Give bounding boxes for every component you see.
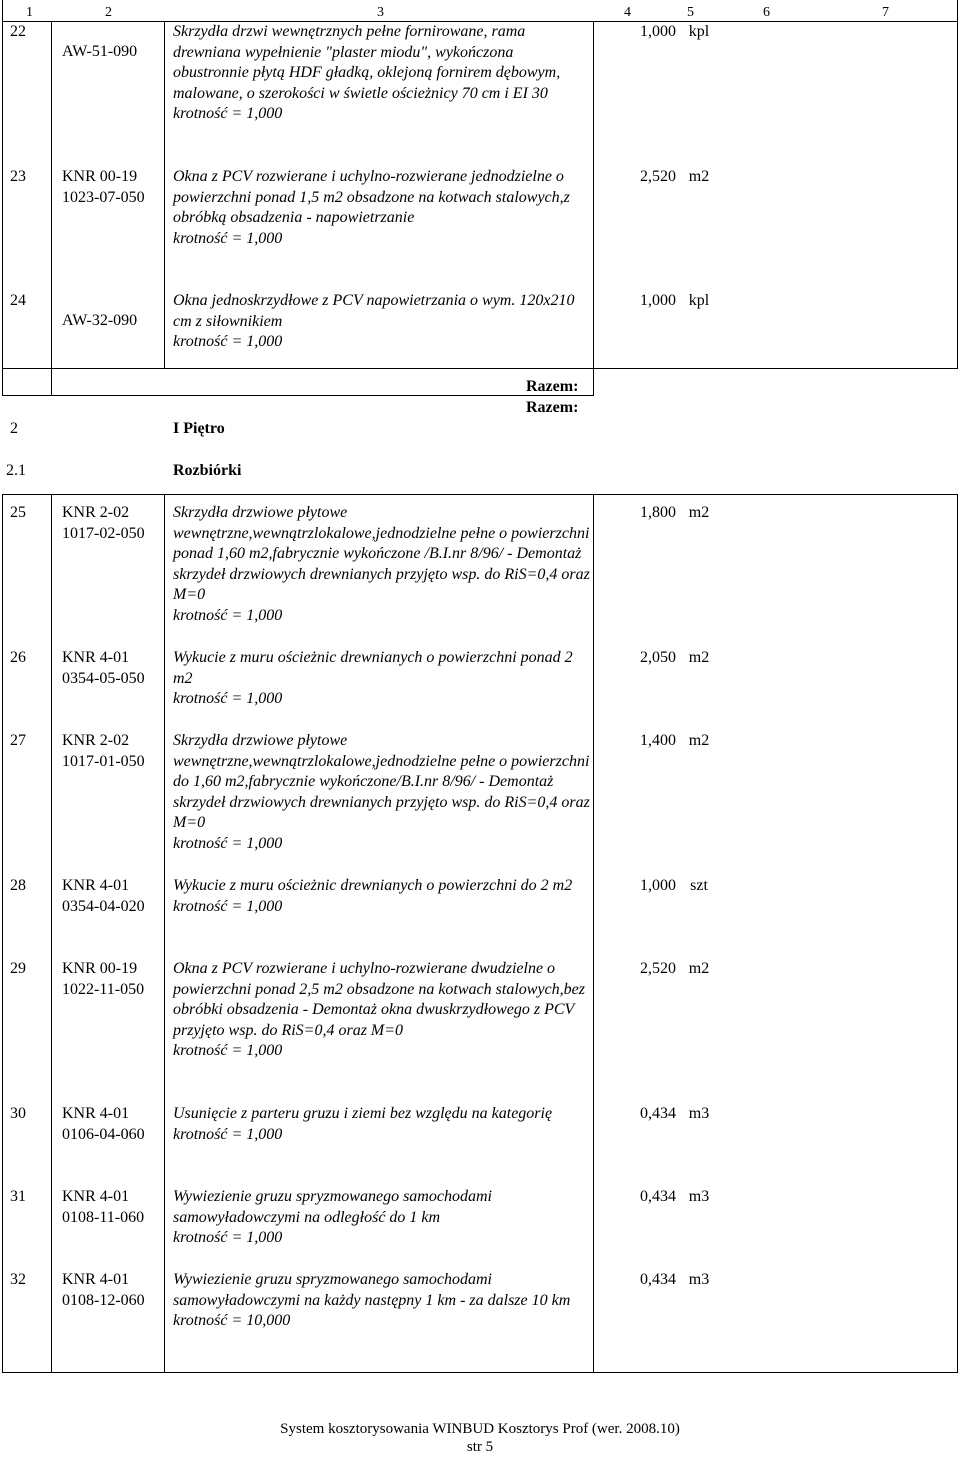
catalog-code: KNR 4-01 (62, 649, 130, 666)
quantity: 0,434 (640, 1271, 676, 1288)
item-description: Okna z PCV rozwierane i uchylno-rozwierane jednodzielne o powierzchni ponad 1,5 m2 obsadzone na kotwach stalowych,z obróbką obsadzenia - napowietrzanie krotność = 1,000 (173, 167, 593, 249)
section-title: I Piętro (173, 420, 225, 437)
col-header-4: 4 (624, 5, 631, 20)
row-number: 29 (10, 960, 26, 977)
table2-col-divider-1 (51, 494, 52, 1373)
catalog-code: KNR 2-02 (62, 504, 130, 521)
item-description: Wywiezienie gruzu spryzmowanego samochodami samowyładowczymi na odległość do 1 km krotność = 1,000 (173, 1187, 593, 1249)
catalog-code: KNR 00-19 (62, 960, 138, 977)
quantity: 2,520 (640, 168, 676, 185)
quantity: 1,000 (640, 23, 676, 40)
multiplier-text: krotność = 1,000 (173, 333, 283, 350)
table2-bottom-rule (2, 1372, 958, 1373)
row-number: 22 (10, 23, 26, 40)
item-description: Wywiezienie gruzu spryzmowanego samochodami samowyładowczymi na każdy następny 1 km - za dalsze 10 km krotność = 10,000 (173, 1270, 593, 1332)
table1-col-divider-3 (593, 21, 594, 369)
catalog-position: 0106-04-060 (62, 1126, 145, 1143)
catalog-code: KNR 2-02 (62, 732, 130, 749)
col-header-5: 5 (687, 5, 694, 20)
summary-divider (51, 368, 52, 396)
row-number: 26 (10, 649, 26, 666)
table2-border-left (2, 494, 3, 1373)
multiplier-text: krotność = 1,000 (173, 105, 283, 122)
item-description: Okna z PCV rozwierane i uchylno-rozwierane dwudzielne o powierzchni ponad 2,5 m2 obsadzone na kotwach stalowych,bez obróbki obsadzenia - Demontaż okna dwuskrzydłowego z PCV przyjęto wsp. do RiS=0,4 oraz M=0 krotność = 1,000 (173, 959, 593, 1062)
unit: m2 (688, 960, 710, 977)
row-number: 25 (10, 504, 26, 521)
unit: m3 (688, 1188, 710, 1205)
quantity: 1,000 (640, 877, 676, 894)
multiplier-text: krotność = 1,000 (173, 1229, 283, 1246)
catalog-position: 0108-12-060 (62, 1292, 145, 1309)
unit: m2 (688, 504, 710, 521)
multiplier-text: krotność = 1,000 (173, 229, 283, 247)
unit: m2 (688, 732, 710, 749)
catalog-code: AW-51-090 (62, 43, 138, 60)
multiplier-text: krotność = 1,000 (173, 1125, 283, 1143)
multiplier-text: krotność = 10,000 (173, 1312, 291, 1329)
multiplier-text: krotność = 1,000 (173, 690, 283, 707)
row-number: 32 (10, 1271, 26, 1288)
unit: kpl (688, 292, 710, 309)
summary-border-left (2, 368, 3, 396)
catalog-code: KNR 00-19 (62, 168, 138, 185)
catalog-code: KNR 4-01 (62, 1188, 130, 1205)
col-header-7: 7 (882, 5, 889, 20)
unit: m3 (688, 1271, 710, 1288)
quantity: 2,050 (640, 649, 676, 666)
catalog-position: 1017-02-050 (62, 525, 145, 542)
table2-col-divider-2 (164, 494, 165, 1373)
catalog-position: 0354-04-020 (62, 898, 145, 915)
catalog-position: 1017-01-050 (62, 753, 145, 770)
col-header-2: 2 (105, 5, 112, 20)
item-description: Wykucie z muru ościeżnic drewnianych o powierzchni ponad 2 m2 krotność = 1,000 (173, 648, 593, 710)
quantity: 2,520 (640, 960, 676, 977)
table2-col-divider-3 (593, 494, 594, 1373)
summary-border-right (593, 368, 594, 396)
table1-border-right (957, 0, 958, 369)
quantity: 1,400 (640, 732, 676, 749)
catalog-code: KNR 4-01 (62, 1105, 130, 1122)
row-number: 27 (10, 732, 26, 749)
multiplier-text: krotność = 1,000 (173, 897, 283, 915)
table2-border-right (957, 494, 958, 1373)
unit: m2 (688, 168, 710, 185)
quantity: 1,800 (640, 504, 676, 521)
table1-col-divider-1 (51, 21, 52, 369)
catalog-position: 1023-07-050 (62, 189, 145, 206)
unit: m3 (688, 1105, 710, 1122)
item-description: Skrzydła drzwiowe płytowe wewnętrzne,wewnątrzlokalowe,jednodzielne pełne o powierzchni ponad 1,60 m2,fabrycznie wykończone /B.I.nr 8/96/ - Demontaż skrzydeł drzwiowych drewnianych przyjęto wsp. do RiS=0,4 oraz M=0 krotność = 1,000 (173, 503, 593, 626)
col-header-1: 1 (26, 5, 33, 20)
row-number: 30 (10, 1105, 26, 1122)
multiplier-text: krotność = 1,000 (173, 606, 283, 624)
item-description: Skrzydła drzwi wewnętrznych pełne fornirowane, rama drewniana wypełnienie "plaster miodu", wykończona obustronnie płytą HDF gładką, oklejoną fornirem dębowym, malowane, o szerokości w świetle ościeżnicy 70 cm i EI 30 krotność = 1,000 (173, 22, 593, 125)
subsection-title: Rozbiórki (173, 462, 242, 479)
quantity: 0,434 (640, 1188, 676, 1205)
catalog-code: KNR 4-01 (62, 877, 130, 894)
razem-label: Razem: (526, 399, 579, 416)
row-number: 23 (10, 168, 26, 185)
section-number: 2 (10, 420, 18, 437)
footer-software-line: System kosztorysowania WINBUD Kosztorys Prof (wer. 2008.10) (280, 1421, 680, 1437)
quantity: 1,000 (640, 292, 676, 309)
catalog-position: 0354-05-050 (62, 670, 145, 687)
multiplier-text: krotność = 1,000 (173, 1042, 283, 1059)
unit: m2 (688, 649, 710, 666)
item-description: Wykucie z muru ościeżnic drewnianych o powierzchni do 2 m2 krotność = 1,000 (173, 876, 593, 917)
page-number: str 5 (466, 1439, 494, 1455)
col-header-6: 6 (763, 5, 770, 20)
table1-bottom-rule (2, 368, 958, 369)
catalog-code: AW-32-090 (62, 312, 138, 329)
col-header-3: 3 (377, 5, 384, 20)
quantity: 0,434 (640, 1105, 676, 1122)
row-number: 28 (10, 877, 26, 894)
item-description: Skrzydła drzwiowe płytowe wewnętrzne,wewnątrzlokalowe,jednodzielne pełne o powierzchni do 1,60 m2,fabrycznie wykończone/B.I.nr 8/96/ - Demontaż skrzydeł drzwiowych drewnianych przyjęto wsp. do RiS=0,4 oraz M=0 krotność = 1,000 (173, 731, 593, 854)
row-number: 31 (10, 1188, 26, 1205)
unit: szt (690, 877, 708, 894)
catalog-code: KNR 4-01 (62, 1271, 130, 1288)
multiplier-text: krotność = 1,000 (173, 834, 283, 852)
table1-col-divider-2 (164, 21, 165, 369)
catalog-position: 1022-11-050 (62, 981, 145, 998)
catalog-position: 0108-11-060 (62, 1209, 145, 1226)
table1-border-left (2, 0, 3, 369)
item-description: Usunięcie z parteru gruzu i ziemi bez względu na kategorię krotność = 1,000 (173, 1104, 593, 1145)
item-description: Okna jednoskrzydłowe z PCV napowietrzania o wym. 120x210 cm z siłownikiem krotność = 1,000 (173, 291, 593, 353)
unit: kpl (688, 23, 710, 40)
summary-rule (2, 395, 593, 396)
razem-label: Razem: (526, 378, 579, 395)
table2-top-rule (2, 494, 958, 495)
subsection-number: 2.1 (6, 462, 26, 479)
row-number: 24 (10, 292, 26, 309)
